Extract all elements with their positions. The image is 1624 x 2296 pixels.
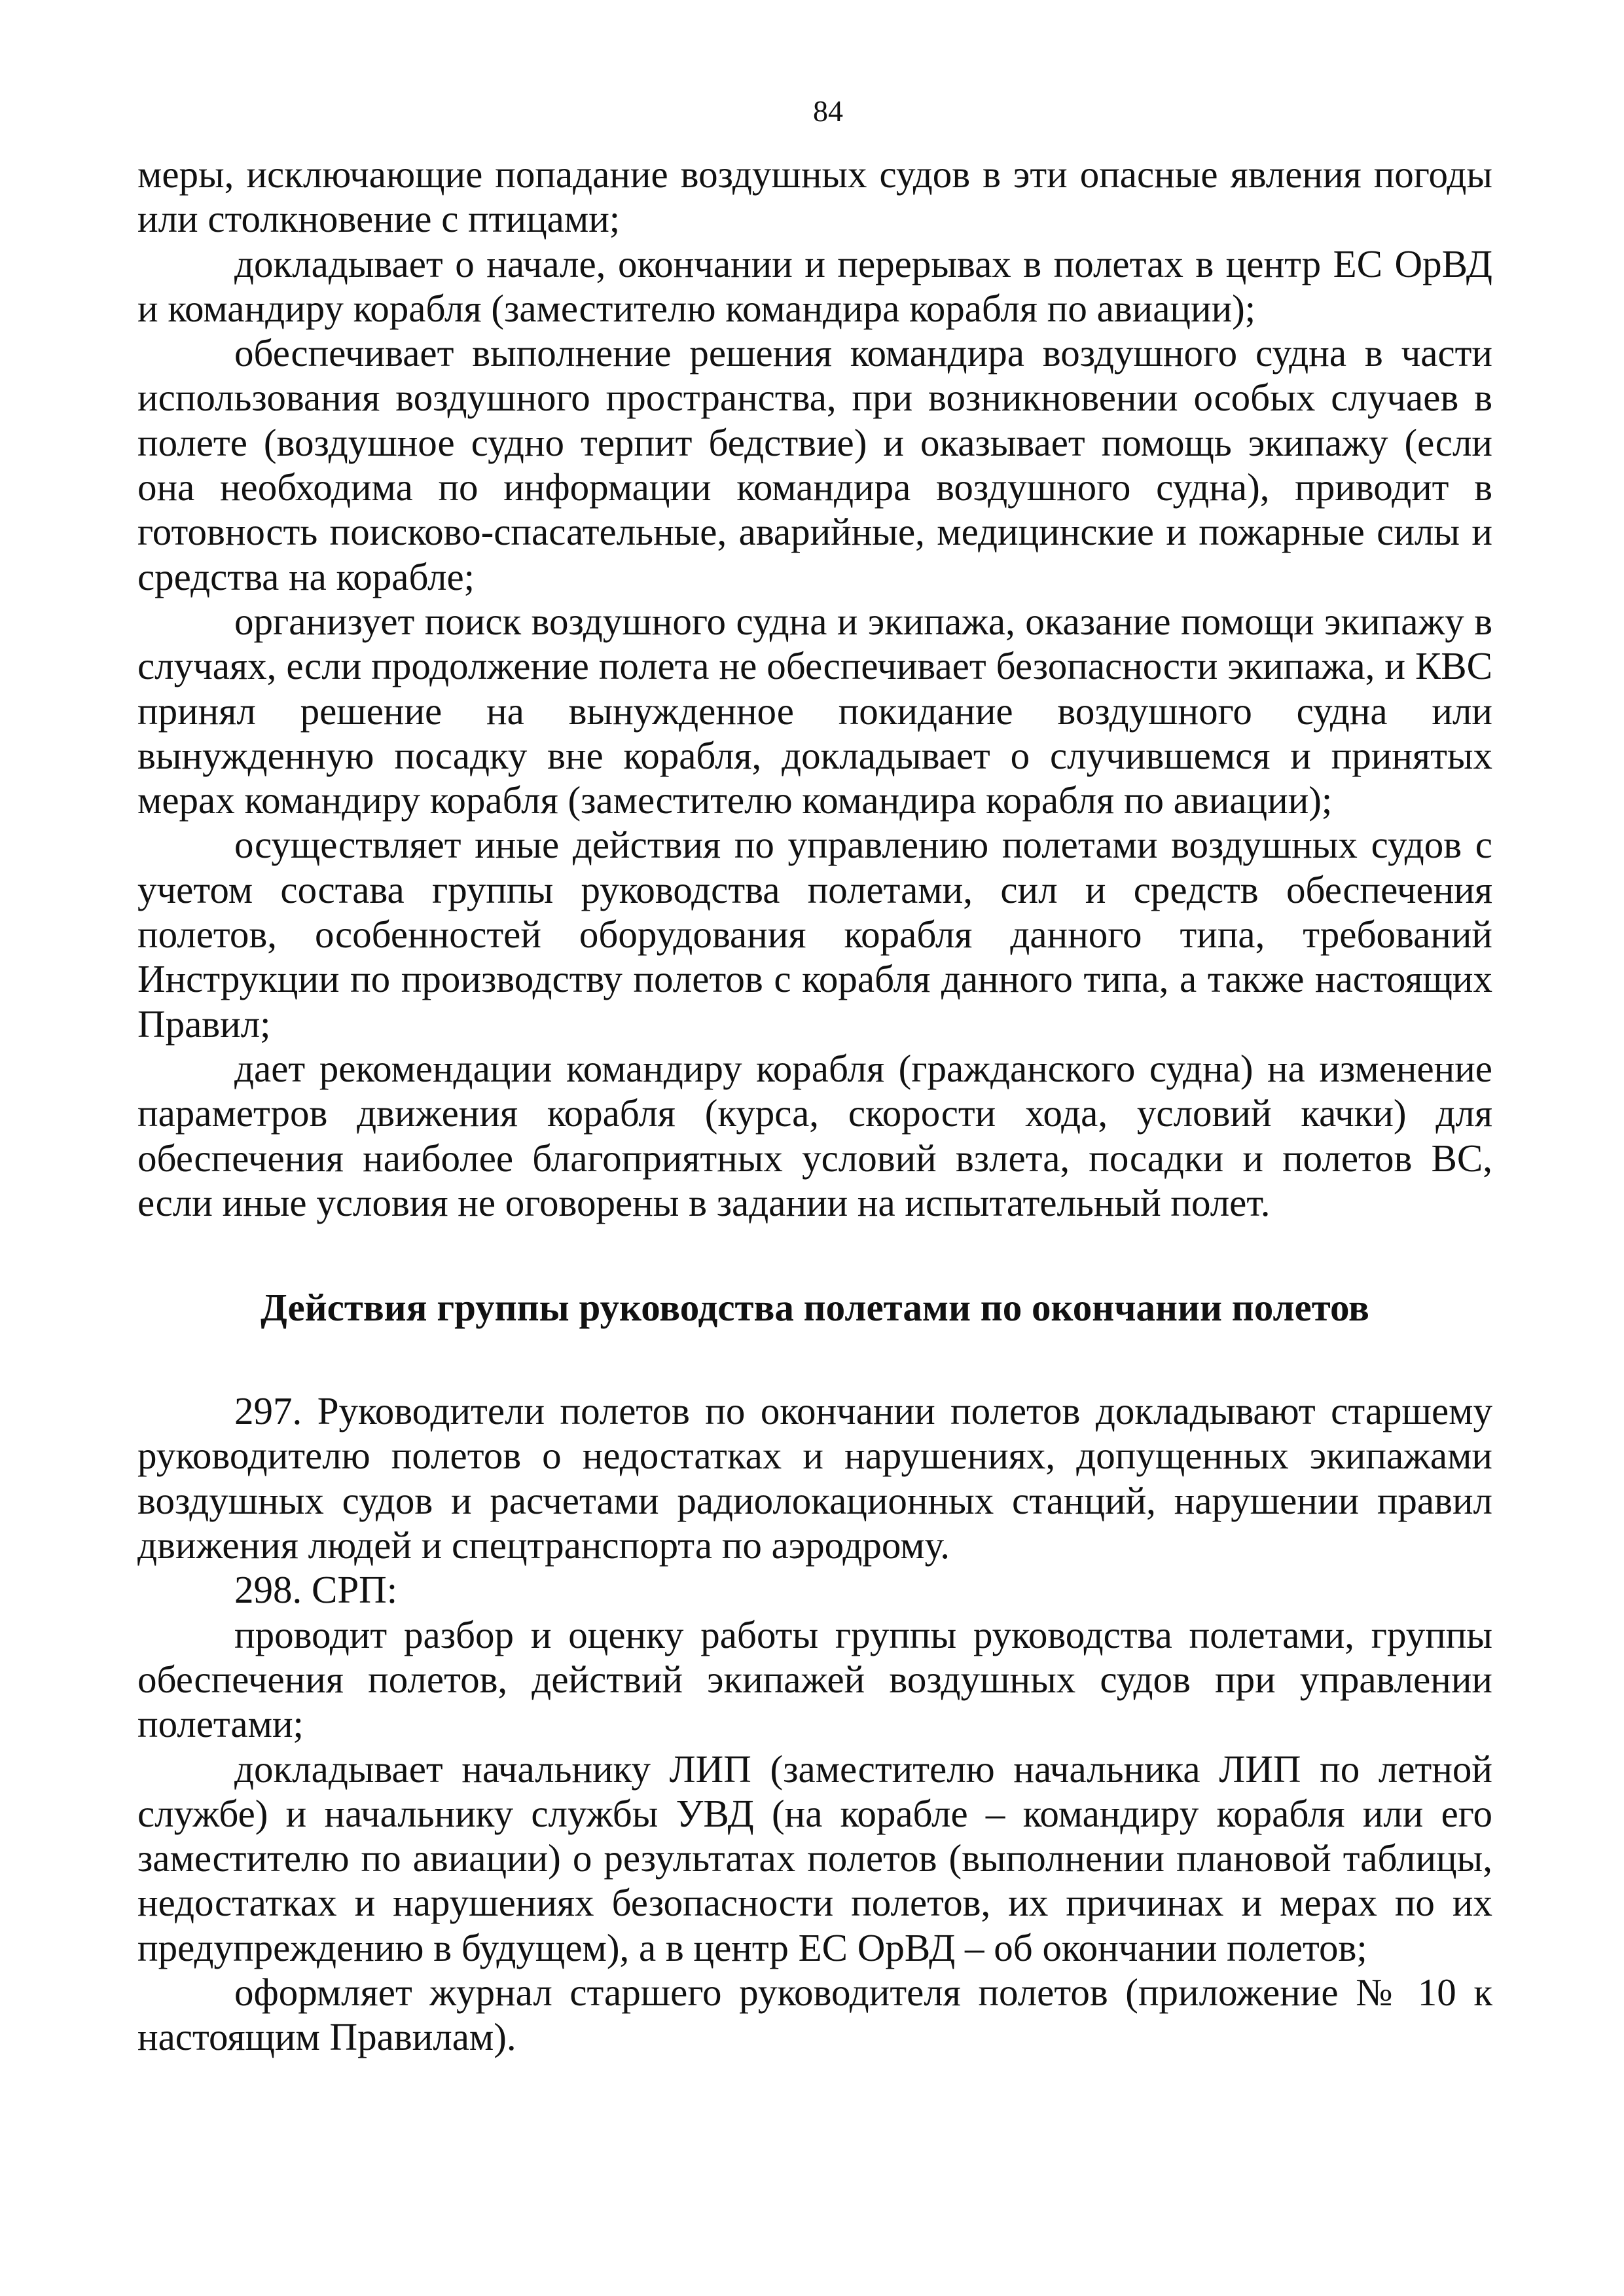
document-page — [137, 92, 1492, 2060]
page-number: 84 — [813, 94, 843, 128]
section-heading: Действия группы руководства полетами по окончании полетов — [261, 1286, 1369, 1330]
paragraph-297: 297. Руководители полетов по окончании полетов докладывают старшему руководителю полетов о недостатках и нарушениях, допущенных экипажами воздушных судов и расчетами радиолокационных станций, нарушении правил движения людей и спецтранспорта по аэродрому. — [137, 1389, 1492, 1567]
paragraph-continuation: меры, исключающие попадание воздушных судов в эти опасные явления погоды или столкновение с птицами; — [137, 153, 1492, 241]
paragraph-other-actions: осуществляет иные действия по управлению полетами воздушных судов с учетом состава группы руководства полетами, сил и средств обеспечения полетов, особенностей оборудования корабля данного типа, требований Инструкции по производству полетов с корабля данного типа, а также настоящих Правил; — [137, 823, 1492, 1046]
paragraph-298: 298. СРП: — [234, 1568, 398, 1612]
paragraph-recommendations: дает рекомендации командиру корабля (гражданского судна) на изменение параметров движения корабля (курса, скорости хода, условий качки) для обеспечения наиболее благоприятных условий взлета, посадки и полетов ВС, если иные условия не оговорены в задании на испытательный полет. — [137, 1046, 1492, 1224]
paragraph-report-results: докладывает начальнику ЛИП (заместителю начальника ЛИП по летной службе) и начальнику службы УВД (на корабле – командиру корабля или его заместителю по авиации) о результатах полетов (выполнении плановой таблицы, недостатках и нарушениях безопасности полетов, их причинах и мерах по их предупреждению в будущем), а в центр ЕС ОрВД – об окончании полетов; — [137, 1747, 1492, 1969]
paragraph-report-start-end: докладывает о начале, окончании и перерывах в полетах в центр ЕС ОрВД и командиру корабля (заместителю командира корабля по авиации); — [137, 242, 1492, 330]
paragraph-commander-decision: обеспечивает выполнение решения командира воздушного судна в части использования воздушного пространства, при возникновении особых случаев в полете (воздушное судно терпит бедствие) и оказывает помощь экипажу (если она необходима по информации командира воздушного судна), приводит в готовность поисково-спасательные, аварийные, медицинские и пожарные силы и средства на корабле; — [137, 331, 1492, 598]
paragraph-search-organization: организует поиск воздушного судна и экипажа, оказание помощи экипажу в случаях, если продолжение полета не обеспечивает безопасности экипажа, и КВС принял решение на вынужденное покидание воздушного судна или вынужденную посадку вне корабля, докладывает о случившемся и принятых мерах командиру корабля (заместителю командира корабля по авиации); — [137, 599, 1492, 822]
paragraph-journal: оформляет журнал старшего руководителя полетов (приложение № 10 к настоящим Правилам). — [137, 1970, 1492, 2059]
paragraph-debriefing: проводит разбор и оценку работы группы руководства полетами, группы обеспечения полетов, действий экипажей воздушных судов при управлении полетами; — [137, 1613, 1492, 1746]
